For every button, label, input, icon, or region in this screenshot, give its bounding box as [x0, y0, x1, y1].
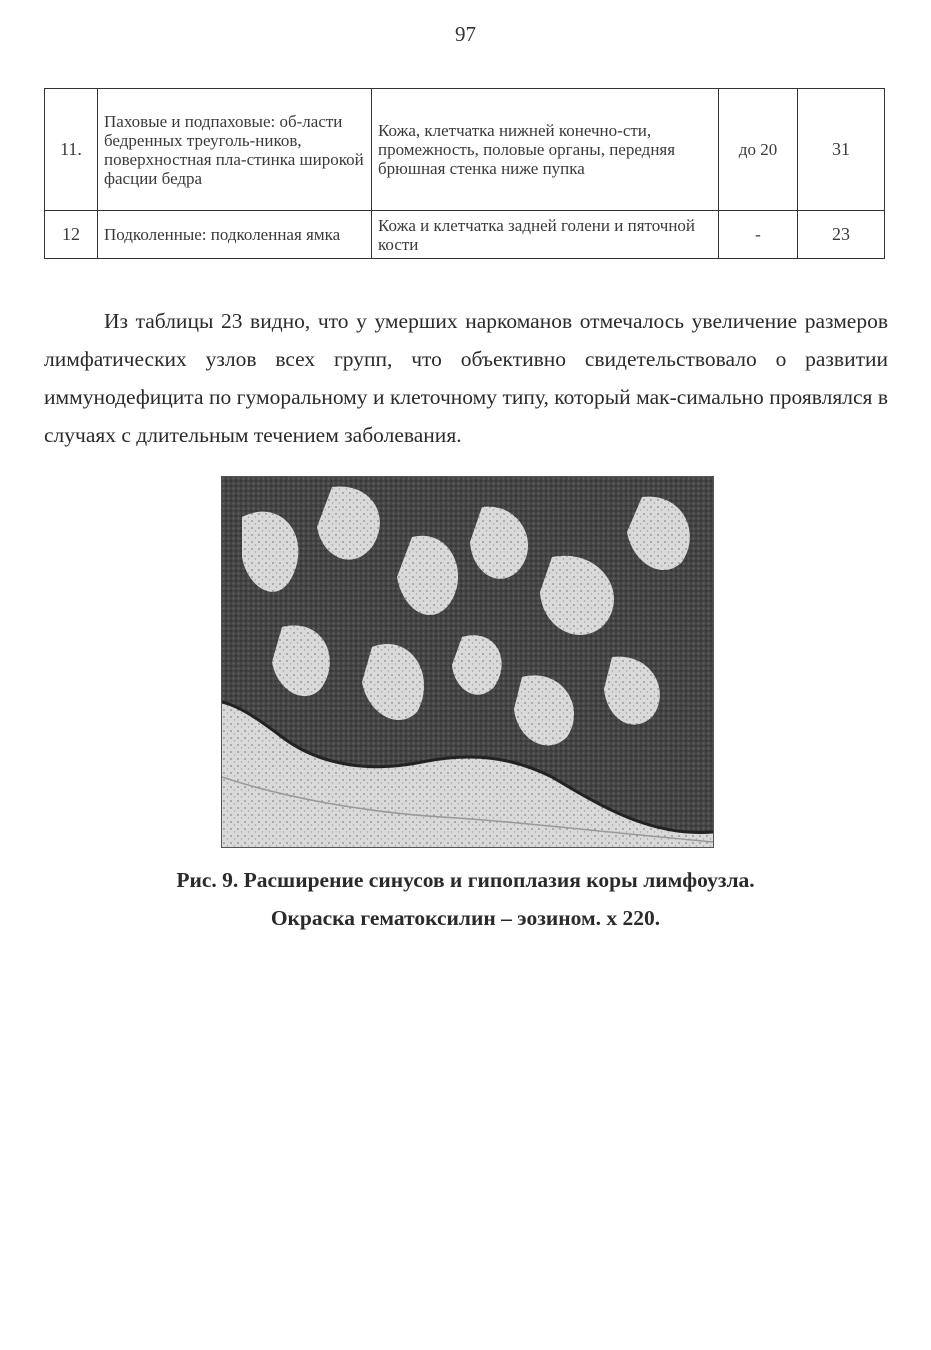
body-paragraph: Из таблицы 23 видно, что у умерших наркоманов отмечалось увеличение размеров лимфатических узлов всех групп, что объективно свидетельствовало о развитии иммунодефицита по гуморальному и клеточному типу, который мак-симально проявлялся в случаях с длительным течением заболевания. [44, 309, 888, 447]
node-group-cell: Паховые и подпаховые: об-ласти бедренных треуголь-ников, поверхностная пла-стинка широкой фасции бедра [98, 89, 372, 211]
figure-caption-title: Рис. 9. Расширение синусов и гипоплазия коры лимфоузла. [176, 868, 755, 892]
drainage-area-cell: Кожа и клетчатка задней голени и пяточной кости [372, 211, 719, 259]
node-count-cell: 23 [798, 211, 885, 259]
lymph-node-table [44, 88, 885, 259]
node-count-cell: 31 [798, 89, 885, 211]
node-size-cell: до 20 [719, 89, 798, 211]
node-size-cell: - [719, 211, 798, 259]
table-row [45, 211, 885, 259]
table-row [45, 89, 885, 211]
figure-caption-stain: Окраска гематоксилин – эозином. х 220. [270, 906, 661, 930]
row-number-cell: 12 [45, 211, 98, 259]
node-group-cell: Подколенные: подколенная ямка [98, 211, 372, 259]
histology-micrograph [221, 476, 714, 848]
page-number: 97 [455, 22, 476, 46]
row-number-cell: 11. [45, 89, 98, 211]
drainage-area-cell: Кожа, клетчатка нижней конечно-сти, промежность, половые органы, передняя брюшная стенка ниже пупка [372, 89, 719, 211]
